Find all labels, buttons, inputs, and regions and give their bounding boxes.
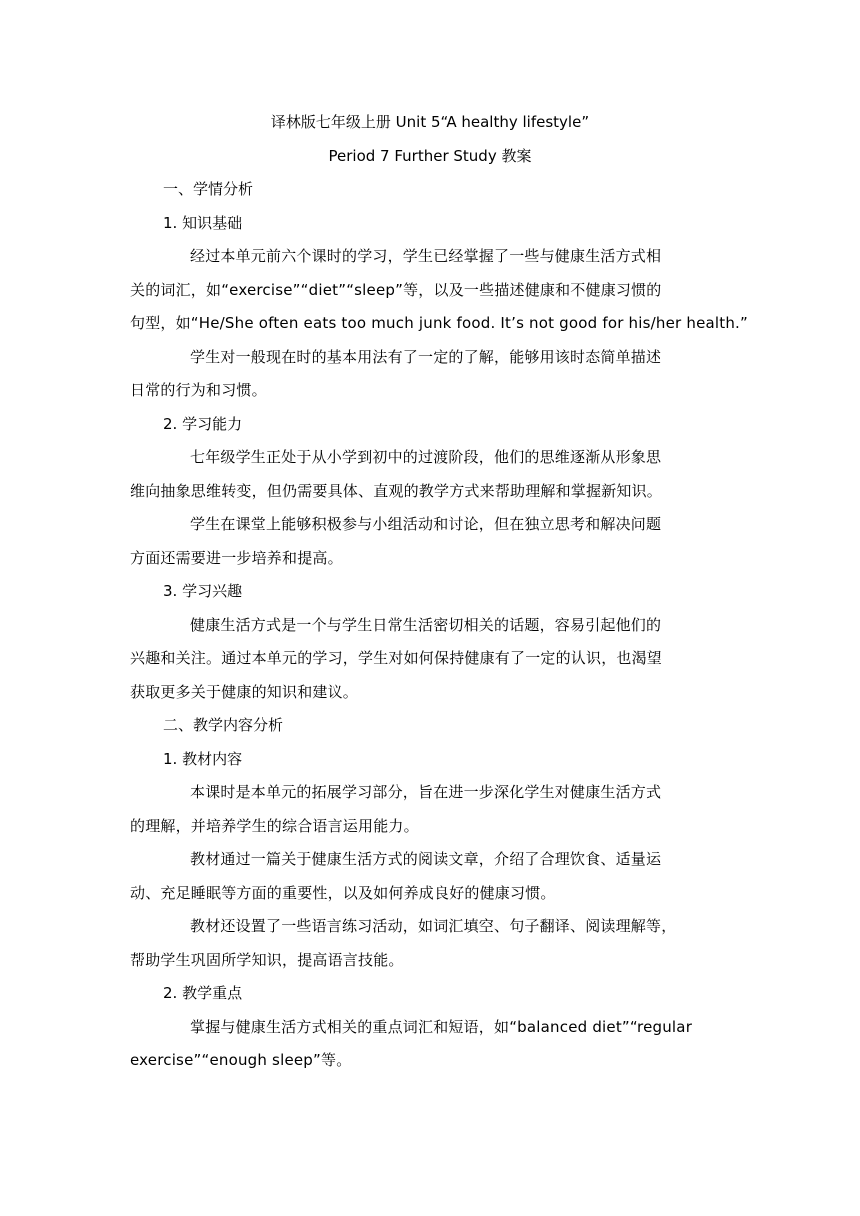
subheading-textbook-content: 1. 教材内容 bbox=[163, 749, 243, 768]
paragraph bbox=[130, 441, 730, 508]
document-subtitle: Period 7 Further Study 教案 bbox=[328, 146, 532, 165]
paragraph-line: 方面还需要进一步培养和提高。 bbox=[130, 548, 343, 567]
paragraph bbox=[130, 1011, 730, 1078]
paragraph-line: 日常的行为和习惯。 bbox=[130, 381, 267, 399]
subheading-knowledge-base: 1. 知识基础 bbox=[163, 213, 243, 232]
paragraph bbox=[130, 240, 748, 341]
paragraph bbox=[130, 341, 730, 408]
subheading-teaching-focus: 2. 教学重点 bbox=[163, 984, 243, 1002]
document-body bbox=[130, 106, 748, 1078]
paragraph-line: 句型，如“He/She often eats too much junk food. It’s not good for his/her health.” bbox=[130, 314, 748, 332]
paragraph-line: 七年级学生正处于从小学到初中的过渡阶段，他们的思维逐渐从形象思 bbox=[190, 448, 662, 466]
paragraph-line: 经过本单元前六个课时的学习，学生已经掌握了一些与健康生活方式相 bbox=[190, 247, 662, 265]
paragraph-line: 兴趣和关注。通过本单元的学习，学生对如何保持健康有了一定的认识，也渴望 bbox=[130, 649, 663, 667]
paragraph bbox=[130, 508, 730, 575]
paragraph-line: 教材通过一篇关于健康生活方式的阅读文章，介绍了合理饮食、适量运 bbox=[190, 850, 662, 868]
paragraph-line: 关的词汇，如“exercise”“diet”“sleep”等，以及一些描述健康和不健康习惯的 bbox=[130, 280, 662, 299]
paragraph-line: 维向抽象思维转变，但仍需要具体、直观的教学方式来帮助理解和掌握新知识。 bbox=[130, 481, 663, 500]
paragraph bbox=[130, 776, 730, 843]
paragraph-line: 本课时是本单元的拓展学习部分，旨在进一步深化学生对健康生活方式 bbox=[190, 783, 662, 801]
subheading-learning-ability: 2. 学习能力 bbox=[163, 414, 243, 433]
paragraph-line: 帮助学生巩固所学知识，提高语言技能。 bbox=[130, 950, 404, 969]
section-heading-learner-analysis: 一、学情分析 bbox=[163, 180, 254, 198]
document-title: 译林版七年级上册 Unit 5“A healthy lifestyle” bbox=[270, 113, 590, 131]
paragraph-line: 教材还设置了一些语言练习活动，如词汇填空、句子翻译、阅读理解等， bbox=[190, 917, 677, 935]
paragraph-line: 的理解，并培养学生的综合语言运用能力。 bbox=[130, 816, 419, 835]
subheading-learning-interest: 3. 学习兴趣 bbox=[163, 582, 243, 600]
paragraph bbox=[130, 609, 730, 710]
paragraph-line: 健康生活方式是一个与学生日常生活密切相关的话题，容易引起他们的 bbox=[190, 615, 662, 634]
paragraph-line: 动、充足睡眠等方面的重要性，以及如何养成良好的健康习惯。 bbox=[130, 883, 556, 902]
paragraph-line: exercise”“enough sleep”等。 bbox=[130, 1051, 352, 1069]
paragraph bbox=[130, 910, 730, 977]
paragraph bbox=[130, 843, 730, 910]
paragraph-line: 掌握与健康生活方式相关的重点词汇和短语，如“balanced diet”“regular bbox=[190, 1017, 693, 1036]
section-heading-content-analysis: 二、教学内容分析 bbox=[163, 716, 284, 734]
paragraph-line: 获取更多关于健康的知识和建议。 bbox=[130, 682, 359, 701]
paragraph-line: 学生在课堂上能够积极参与小组活动和讨论，但在独立思考和解决问题 bbox=[190, 515, 662, 533]
paragraph-line: 学生对一般现在时的基本用法有了一定的了解，能够用该时态简单描述 bbox=[190, 347, 662, 366]
